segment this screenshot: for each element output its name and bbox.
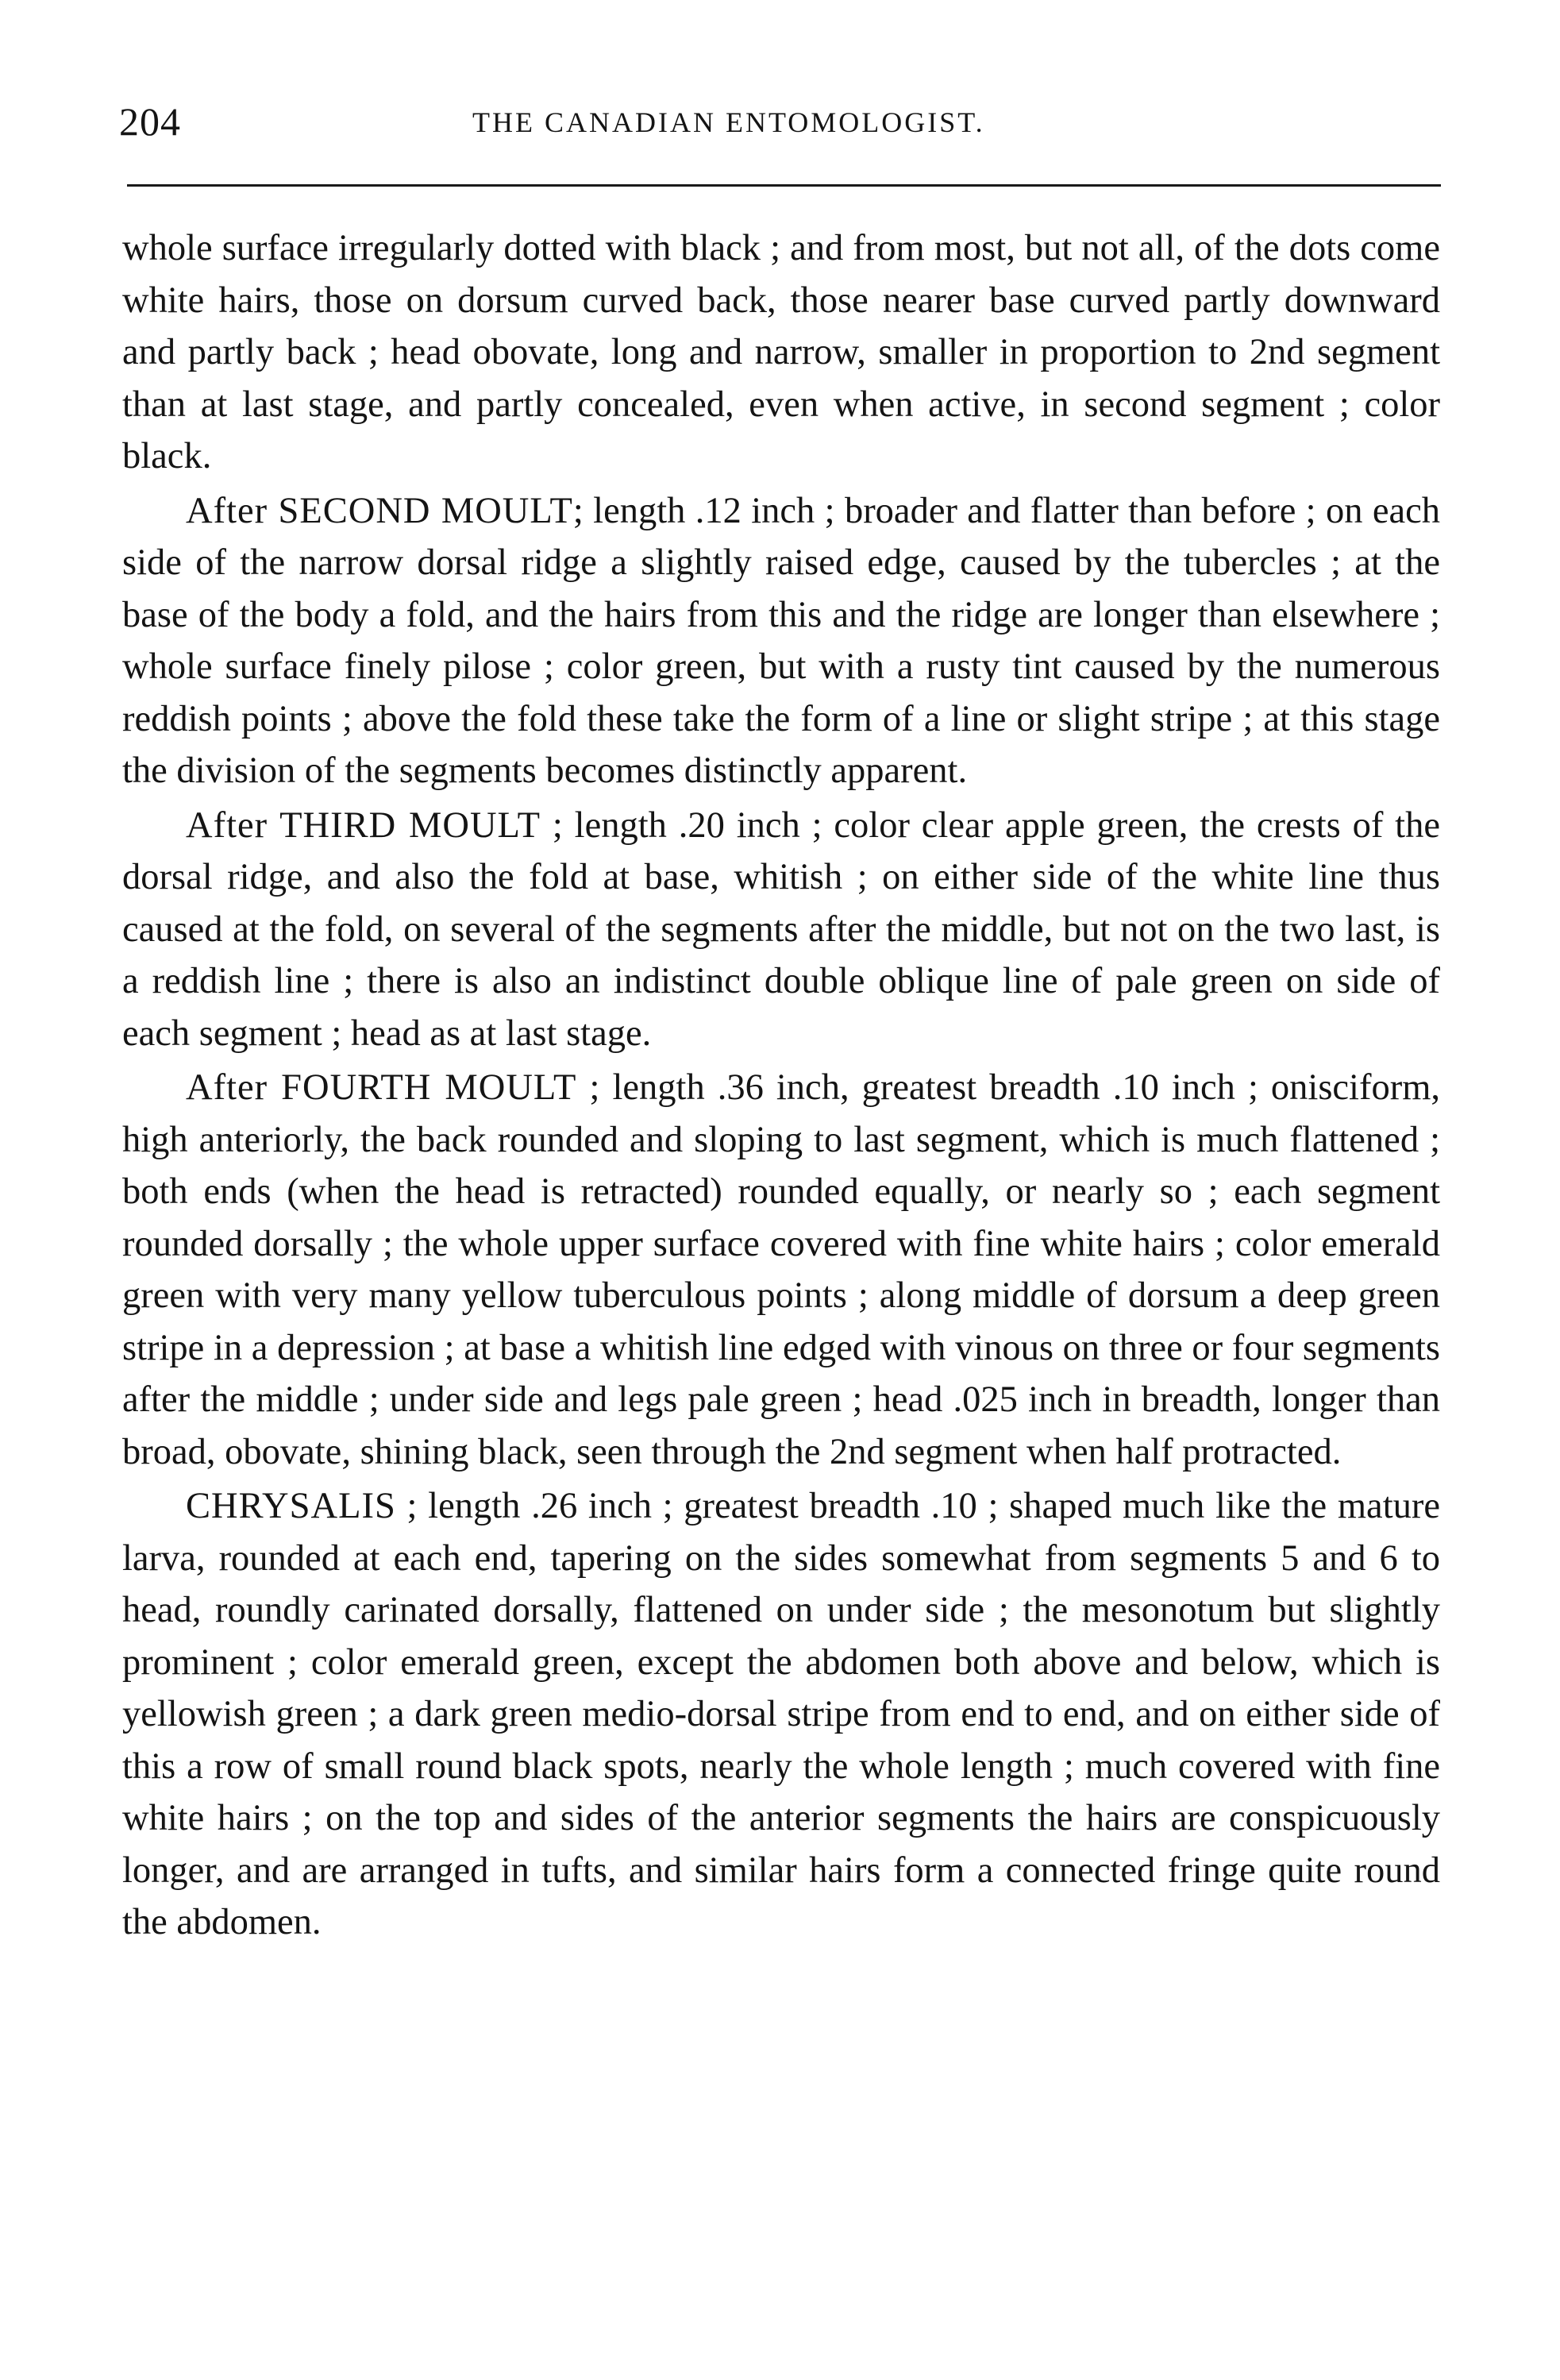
paragraph-text: whole surface irregularly dotted with black ; and from most, but not all, of the dots come white hairs, those on dorsum curved back, those nearer base curved partly downward and partly back ; head obovate, long and narrow, smaller in proportion to 2nd segment than at last stage, and partly concealed, even when active, in second segment ; color black. [122,228,1440,476]
page-number: 204 [119,99,181,144]
paragraph-continuation [122,222,1440,483]
journal-title: THE CANADIAN ENTOMOLOGIST. [472,106,985,138]
paragraph-fourth-moult [122,1062,1440,1478]
paragraph-text: ; length .26 inch ; greatest breadth .10 ; shaped much like the mature larva, rounded at each end, tapering on the sides somewhat from segments 5 and 6 to head, roundly carinated dorsally, flattened on under side ; the mesonotum but slightly prominent ; color emerald green, except the abdomen both above and below, which is yellowish green ; a dark green medio-dorsal stripe from end to end, and on either side of this a row of small round black spots, nearly the whole length ; much covered with fine white hairs ; on the top and sides of the anterior segments the hairs are conspicuously longer, and are arranged in tufts, and similar hairs form a connected fringe quite round the abdomen. [122,1486,1440,1942]
paragraph-lead: After FOURTH MOULT [186,1067,577,1108]
paragraph-lead: CHRYSALIS [186,1486,396,1526]
paragraph-text: ; length .36 inch, greatest breadth .10 inch ; onisciform, high anteriorly, the back rounded and sloping to last segment, which is much flattened ; both ends (when the head is retracted) rounded equally, or nearly so ; each segment rounded dorsally ; the whole upper surface covered with fine white hairs ; color emerald green with very many yellow tuberculous points ; along middle of dorsum a deep green stripe in a depression ; at base a whitish line edged with vinous on three or four segments after the middle ; under side and legs pale green ; head .025 inch in breadth, longer than broad, obovate, shining black, seen through the 2nd segment when half protracted. [122,1067,1440,1472]
header-rule [127,184,1441,187]
paragraph-lead: After SECOND MOULT [186,490,573,531]
paragraph-lead: After THIRD MOULT [186,804,541,846]
paragraph-second-moult [122,485,1440,797]
paragraph-text: ; length .12 inch ; broader and flatter than before ; on each side of the narrow dorsal ridge a slightly raised edge, caused by the tubercles ; at the base of the body a fold, and the hairs from this and the ridge are longer than elsewhere ; whole surface finely pilose ; color green, but with a rusty tint caused by the numerous reddish points ; above the fold these take the form of a line or slight stripe ; at this stage the division of the segments becomes distinctly apparent. [122,490,1440,791]
paragraph-third-moult [122,800,1440,1060]
body-text [122,222,1440,1949]
paragraph-chrysalis [122,1480,1440,1949]
paragraph-text: ; length .20 inch ; color clear apple green, the crests of the dorsal ridge, and also the fold at base, whitish ; on either side of the white line thus caused at the fold, on several of the segments after the middle, but not on the two last, is a reddish line ; there is also an indistinct double oblique line of pale green on side of each segment ; head as at last stage. [122,804,1440,1054]
running-head [119,94,1453,157]
